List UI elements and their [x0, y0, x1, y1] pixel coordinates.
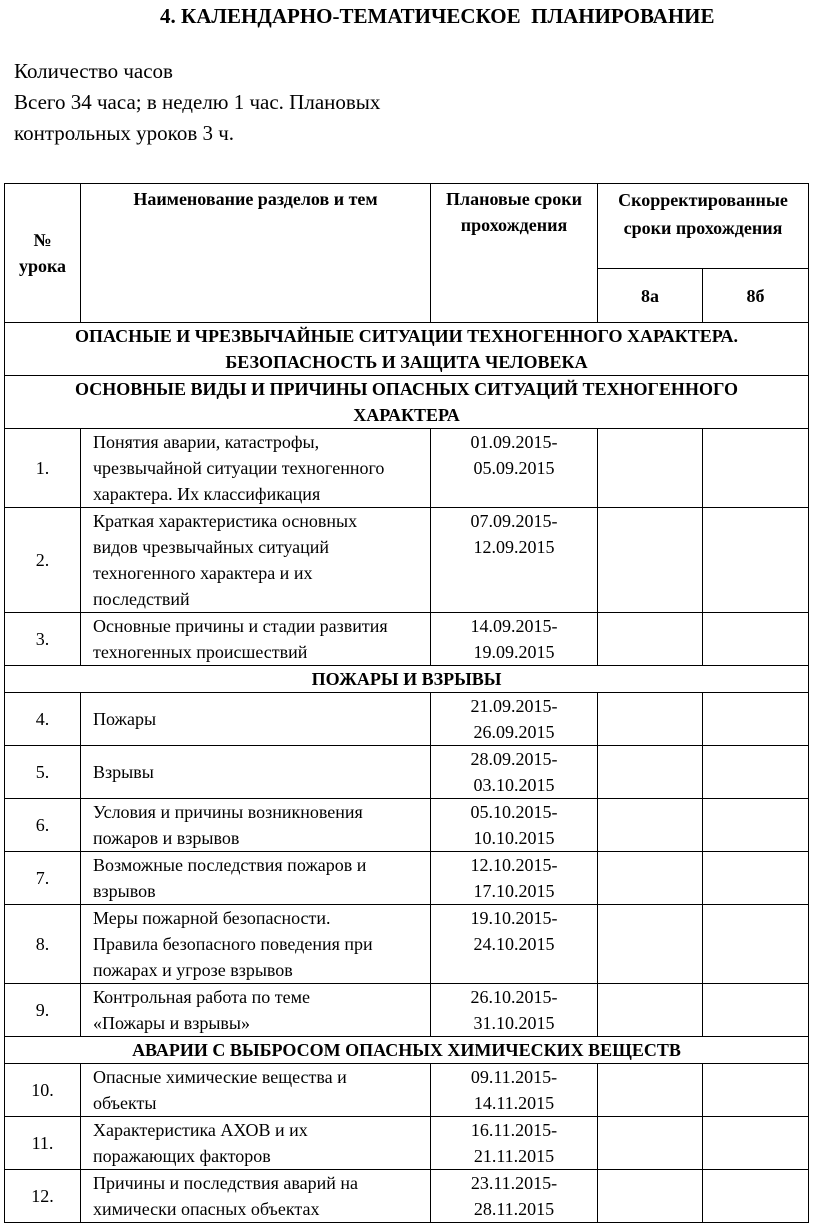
section-title: БЕЗОПАСНОСТЬ И ЗАЩИТА ЧЕЛОВЕКА — [225, 352, 588, 372]
table-row — [5, 613, 809, 666]
table-row — [5, 693, 809, 746]
corrected-8a-cell — [598, 1117, 703, 1170]
lesson-number: 10. — [5, 1064, 81, 1117]
header-text: сроки прохождения — [623, 218, 783, 238]
date-to: 12.09.2015 — [473, 537, 555, 557]
header-text: № — [33, 230, 52, 250]
lesson-number: 4. — [5, 693, 81, 746]
date-from: 26.10.2015- — [470, 987, 558, 1007]
lesson-topic — [81, 984, 431, 1037]
topic-line: химически опасных объектах — [93, 1199, 320, 1219]
date-to: 21.11.2015 — [473, 1146, 555, 1166]
topic-line: «Пожары и взрывы» — [93, 1013, 250, 1033]
lesson-number: 11. — [5, 1117, 81, 1170]
corrected-8a-cell — [598, 1170, 703, 1223]
topic-line: Пожары — [93, 709, 157, 729]
topic-line: Характеристика АХОВ и их — [93, 1120, 308, 1140]
section-header — [5, 1037, 809, 1064]
lesson-number: 9. — [5, 984, 81, 1037]
topic-line: Причины и последствия аварий на — [93, 1173, 359, 1193]
page-title: 4. КАЛЕНДАРНО-ТЕМАТИЧЕСКОЕ ПЛАНИРОВАНИЕ — [160, 4, 715, 28]
topic-line: пожарах и угрозе взрывов — [93, 960, 293, 980]
header-text: урока — [18, 256, 67, 276]
corrected-8b-cell — [703, 799, 809, 852]
hours-line: контрольных уроков 3 ч. — [14, 121, 235, 145]
section-header — [5, 376, 809, 429]
table-row — [5, 429, 809, 508]
corrected-8a-cell — [598, 746, 703, 799]
table-row — [5, 852, 809, 905]
lesson-dates — [431, 799, 598, 852]
topic-line: Возможные последствия пожаров и — [93, 855, 367, 875]
lesson-topic — [81, 852, 431, 905]
corrected-8a-cell — [598, 693, 703, 746]
corrected-8b-cell — [703, 746, 809, 799]
corrected-8b-cell — [703, 1117, 809, 1170]
lesson-topic — [81, 1170, 431, 1223]
corrected-8a-cell — [598, 1064, 703, 1117]
lesson-dates — [431, 693, 598, 746]
date-from: 05.10.2015- — [470, 802, 558, 822]
corrected-8b-cell — [703, 852, 809, 905]
lesson-number: 6. — [5, 799, 81, 852]
header-text: Плановые сроки — [445, 189, 583, 209]
lesson-number: 2. — [5, 508, 81, 613]
table-row — [5, 1064, 809, 1117]
section-title: ПОЖАРЫ И ВЗРЫВЫ — [311, 669, 502, 689]
lesson-topic — [81, 508, 431, 613]
date-to: 26.09.2015 — [473, 722, 555, 742]
lesson-dates — [431, 984, 598, 1037]
corrected-8b-cell — [703, 613, 809, 666]
date-from: 14.09.2015- — [470, 616, 558, 636]
lesson-dates — [431, 905, 598, 984]
date-to: 05.09.2015 — [473, 458, 555, 478]
date-from: 19.10.2015- — [470, 908, 558, 928]
corrected-8b-cell — [703, 1170, 809, 1223]
corrected-8b-cell — [703, 429, 809, 508]
date-from: 12.10.2015- — [470, 855, 558, 875]
lesson-dates — [431, 1170, 598, 1223]
topic-line: Контрольная работа по теме — [93, 987, 311, 1007]
lesson-dates — [431, 429, 598, 508]
lesson-topic — [81, 905, 431, 984]
table-row — [5, 905, 809, 984]
section-title: ОСНОВНЫЕ ВИДЫ И ПРИЧИНЫ ОПАСНЫХ СИТУАЦИЙ ТЕХНОГЕННОГО — [75, 379, 738, 399]
lesson-dates — [431, 1117, 598, 1170]
topic-line: последствий — [93, 589, 190, 609]
table-row — [5, 984, 809, 1037]
topic-line: поражающих факторов — [93, 1146, 271, 1166]
date-to: 10.10.2015 — [473, 828, 555, 848]
date-from: 16.11.2015- — [470, 1120, 558, 1140]
corrected-8a-cell — [598, 984, 703, 1037]
lesson-dates — [431, 1064, 598, 1117]
corrected-8b-cell — [703, 693, 809, 746]
lesson-dates — [431, 746, 598, 799]
topic-line: Взрывы — [93, 762, 154, 782]
lesson-topic — [81, 1117, 431, 1170]
topic-line: Основные причины и стадии развития — [93, 616, 388, 636]
lesson-topic — [81, 693, 431, 746]
hours-line: Всего 34 часа; в неделю 1 час. Плановых — [14, 90, 381, 114]
lesson-topic — [81, 746, 431, 799]
section-header — [5, 323, 809, 376]
corrected-8a-cell — [598, 508, 703, 613]
date-to: 31.10.2015 — [473, 1013, 555, 1033]
corrected-8a-cell — [598, 852, 703, 905]
table-row — [5, 1170, 809, 1223]
header-planned-dates — [431, 184, 598, 323]
hours-line: Количество часов — [14, 59, 173, 83]
section-title: АВАРИИ С ВЫБРОСОМ ОПАСНЫХ ХИМИЧЕСКИХ ВЕЩЕСТВ — [132, 1040, 681, 1060]
hours-info — [14, 56, 380, 149]
header-text: прохождения — [460, 215, 568, 235]
date-from: 07.09.2015- — [470, 511, 558, 531]
date-from: 23.11.2015- — [470, 1173, 558, 1193]
date-from: 28.09.2015- — [470, 749, 558, 769]
lesson-topic — [81, 799, 431, 852]
topic-line: Опасные химические вещества и — [93, 1067, 347, 1087]
topic-line: Правила безопасного поведения при — [93, 934, 373, 954]
corrected-8b-cell — [703, 905, 809, 984]
lesson-dates — [431, 613, 598, 666]
table-row — [5, 746, 809, 799]
lesson-topic — [81, 429, 431, 508]
lesson-topic — [81, 1064, 431, 1117]
topic-line: Краткая характеристика основных — [93, 511, 358, 531]
date-to: 14.11.2015 — [473, 1093, 555, 1113]
topic-line: пожаров и взрывов — [93, 828, 240, 848]
topic-line: Условия и причины возникновения — [93, 802, 363, 822]
date-to: 03.10.2015 — [473, 775, 555, 795]
header-text: Наименование разделов и тем — [133, 189, 378, 209]
header-class-8b: 8б — [703, 269, 809, 323]
table-row — [5, 799, 809, 852]
topic-line: характера. Их классификация — [93, 484, 321, 504]
date-from: 09.11.2015- — [470, 1067, 558, 1087]
date-to: 24.10.2015 — [473, 934, 555, 954]
lesson-number: 5. — [5, 746, 81, 799]
header-topic-name — [81, 184, 431, 323]
lesson-number: 7. — [5, 852, 81, 905]
lesson-number: 1. — [5, 429, 81, 508]
section-title: ХАРАКТЕРА — [353, 405, 460, 425]
lesson-number: 8. — [5, 905, 81, 984]
section-title: ОПАСНЫЕ И ЧРЕЗВЫЧАЙНЫЕ СИТУАЦИИ ТЕХНОГЕННОГО ХАРАКТЕРА. — [75, 326, 738, 346]
topic-line: взрывов — [93, 881, 156, 901]
topic-line: объекты — [93, 1093, 157, 1113]
header-lesson-number — [5, 184, 81, 323]
corrected-8a-cell — [598, 799, 703, 852]
lesson-number: 3. — [5, 613, 81, 666]
corrected-8a-cell — [598, 429, 703, 508]
date-from: 01.09.2015- — [470, 432, 558, 452]
section-header — [5, 666, 809, 693]
date-to: 28.11.2015 — [473, 1199, 555, 1219]
topic-line: техногенных происшествий — [93, 642, 308, 662]
schedule-table — [4, 183, 809, 1223]
corrected-8b-cell — [703, 984, 809, 1037]
date-to: 17.10.2015 — [473, 881, 555, 901]
lesson-topic — [81, 613, 431, 666]
table-row — [5, 508, 809, 613]
lesson-dates — [431, 852, 598, 905]
topic-line: техногенного характера и их — [93, 563, 313, 583]
lesson-number: 12. — [5, 1170, 81, 1223]
table-row — [5, 1117, 809, 1170]
header-corrected-dates — [598, 184, 809, 269]
header-text: Скорректированные — [618, 190, 788, 210]
topic-line: Меры пожарной безопасности. — [93, 908, 331, 928]
corrected-8a-cell — [598, 905, 703, 984]
corrected-8a-cell — [598, 613, 703, 666]
corrected-8b-cell — [703, 1064, 809, 1117]
header-class-8a: 8а — [598, 269, 703, 323]
date-from: 21.09.2015- — [470, 696, 558, 716]
topic-line: Понятия аварии, катастрофы, — [93, 432, 320, 452]
date-to: 19.09.2015 — [473, 642, 555, 662]
corrected-8b-cell — [703, 508, 809, 613]
topic-line: чрезвычайной ситуации техногенного — [93, 458, 385, 478]
lesson-dates — [431, 508, 598, 613]
topic-line: видов чрезвычайных ситуаций — [93, 537, 330, 557]
